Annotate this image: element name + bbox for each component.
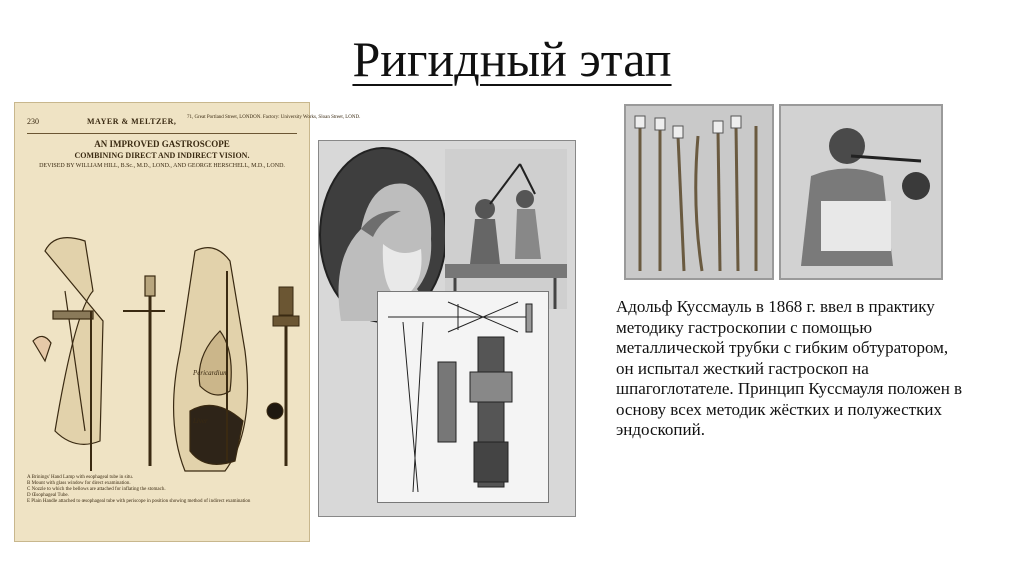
gastroscope-catalog-page	[14, 102, 361, 542]
kussmaul-collage	[318, 140, 576, 517]
description-paragraph	[616, 297, 966, 441]
catalog-caption: B Mount with glass window for direct examination.	[27, 481, 131, 486]
catalog-captions	[27, 475, 297, 505]
sword-swallower-photo	[779, 104, 943, 280]
catalog-caption: C Nozzle to which the bellows are attached for inflating the stomach.	[27, 487, 166, 492]
catalog-title: AN IMPROVED GASTROSCOPE	[94, 139, 230, 149]
catalog-caption: A Brinings' Hand Lamp with esophageal tube in situ.	[27, 475, 134, 480]
liver-label: Liver	[193, 417, 208, 425]
catalog-page-number: 230	[27, 117, 39, 126]
swallower-scene-drawing	[445, 149, 567, 309]
catalog-subtitle: COMBINING DIRECT AND INDIRECT VISION.	[74, 151, 250, 160]
gastroscope-optics-diagram	[377, 291, 549, 503]
description-text: Адольф Куссмауль в 1868 г. ввел в практику методику гастроскопии с помощью металлической трубки с гибким обтуратором, он испытал жесткий гастроскоп на шпагоглотателе. Принцип Куссмауля положен в основу всех методик жёстких и полужестких эндоскопий.	[616, 297, 963, 439]
catalog-divider	[27, 133, 297, 134]
catalog-caption: D Œsophageal Tube.	[27, 493, 69, 498]
pericardium-label: Pericardium	[193, 369, 229, 377]
gastroscope-drawings	[15, 171, 309, 471]
catalog-firm-name: MAYER & MELTZER,	[87, 117, 177, 126]
catalog-caption: E Plain Handle attached to œsophageal tube with periscope in position showing method of indirect examination	[27, 499, 251, 504]
slide-title: Ригидный этап	[352, 31, 672, 87]
catalog-address: 71, Great Portland Street, LONDON. Factory: University Works, Sloan Street, LOND.	[187, 115, 361, 120]
rigid-tubes-photo	[624, 104, 774, 280]
catalog-authors: DEVISED BY WILLIAM HILL, B.Sc., M.D., LOND., AND GEORGE HERSCHELL, M.D., LOND.	[39, 163, 285, 169]
